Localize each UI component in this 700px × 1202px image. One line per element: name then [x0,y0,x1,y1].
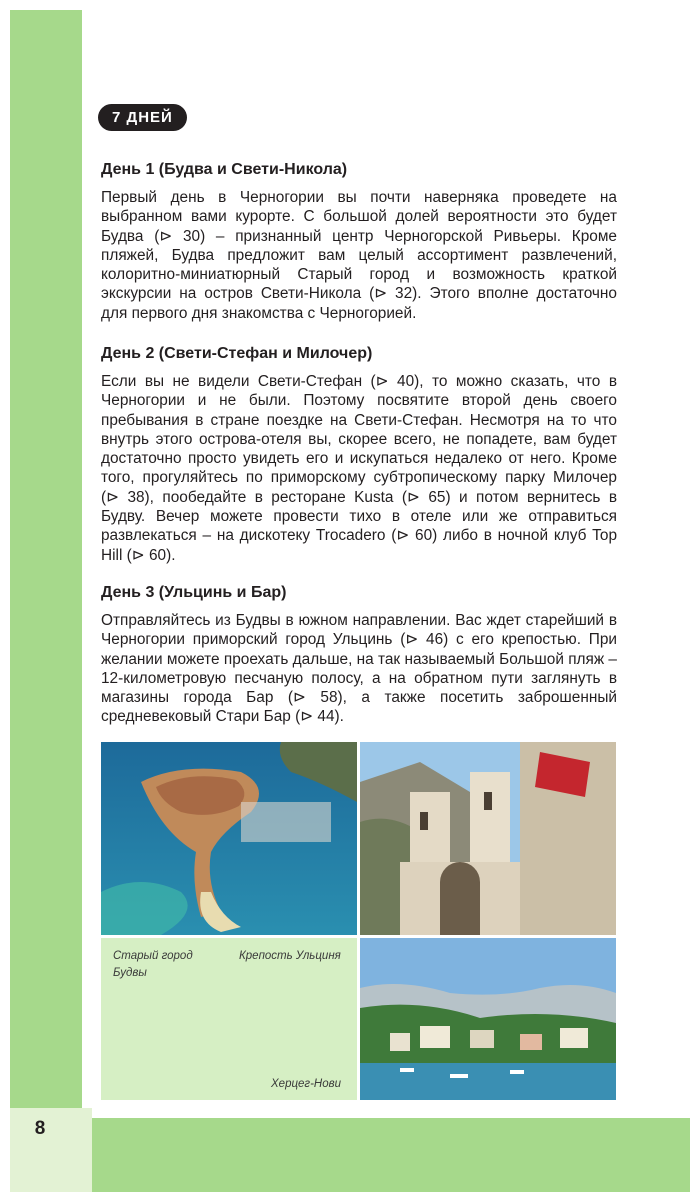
day-1-section [101,160,617,323]
day-2-heading: День 2 (Свети-Стефан и Милочер) [101,345,373,362]
day-3-text: Отправляйтесь из Будвы в южном направлении. Вас ждет старейший в Черногории приморский город Ульцинь (⊳ 46) с его крепостью. При желании можете проехать дальше, на так называемый Большой пляж – 12-километровую песчаную полосу, а на обратном пути заглянуть в магазины города Бар (⊳ 58), а также посетить заброшенный средневековый Стари Бар (⊳ 44). [101,612,617,726]
day-1-text: Первый день в Черногории вы почти наверняка проведете на выбранном вами курорте. С большой долей вероятности это будет Будва (⊳ 30) – признанный центр Черногорской Ривьеры. Кроме пляжей, Будва предложит вам целый ассортимент развлечений, колоритно-миниатюрный Старый город и возможность краткой экскурсии на остров Свети-Никола (⊳ 32). Этого вполне достаточно для первого дня знакомства с Черногорией. [101,189,617,322]
budva-caption [113,948,193,982]
budva-photo [101,742,357,935]
bottom-color-bar [10,1118,690,1192]
side-color-bar [10,10,82,1110]
budva-caption-line2: Будвы [113,967,147,979]
day-2-text: Если вы не видели Свети-Стефан (⊳ 40), то можно сказать, что в Черногории и не были. Поэтому посвятите второй день своего пребывания в стране поездке на Свети-Стефан. Несмотря на то что внутрь этого острова-отеля вы, скорее всего, не попадете, вам будет достаточно просто увидеть его и искупаться недалеко от него. Кроме того, прогуляйтесь по приморскому субтропическому парку Милочер (⊳ 38), пообедайте в ресторане Kusta (⊳ 65) и потом вернитесь в Будву. Вечер можете провести тихо в отеле или же отправиться развлекаться – на дискотеку Trocadero (⊳ 60) либо в ночной клуб Top Hill (⊳ 60). [101,373,617,564]
budva-caption-line1: Старый город [113,950,193,962]
duration-badge: 7 ДНЕЙ [98,104,187,131]
day-3-section [101,583,617,727]
herceg-novi-photo [360,938,616,1100]
day-1-heading: День 1 (Будва и Свети-Никола) [101,161,348,178]
herceg-caption: Херцег-Нови [271,1078,342,1090]
ulcinj-caption: Крепость Ульциня [239,950,341,962]
day-3-heading: День 3 (Ульцинь и Бар) [101,584,287,601]
page-number: 8 [34,1118,46,1139]
cathedral-photo [360,742,616,935]
day-2-section [101,344,617,565]
